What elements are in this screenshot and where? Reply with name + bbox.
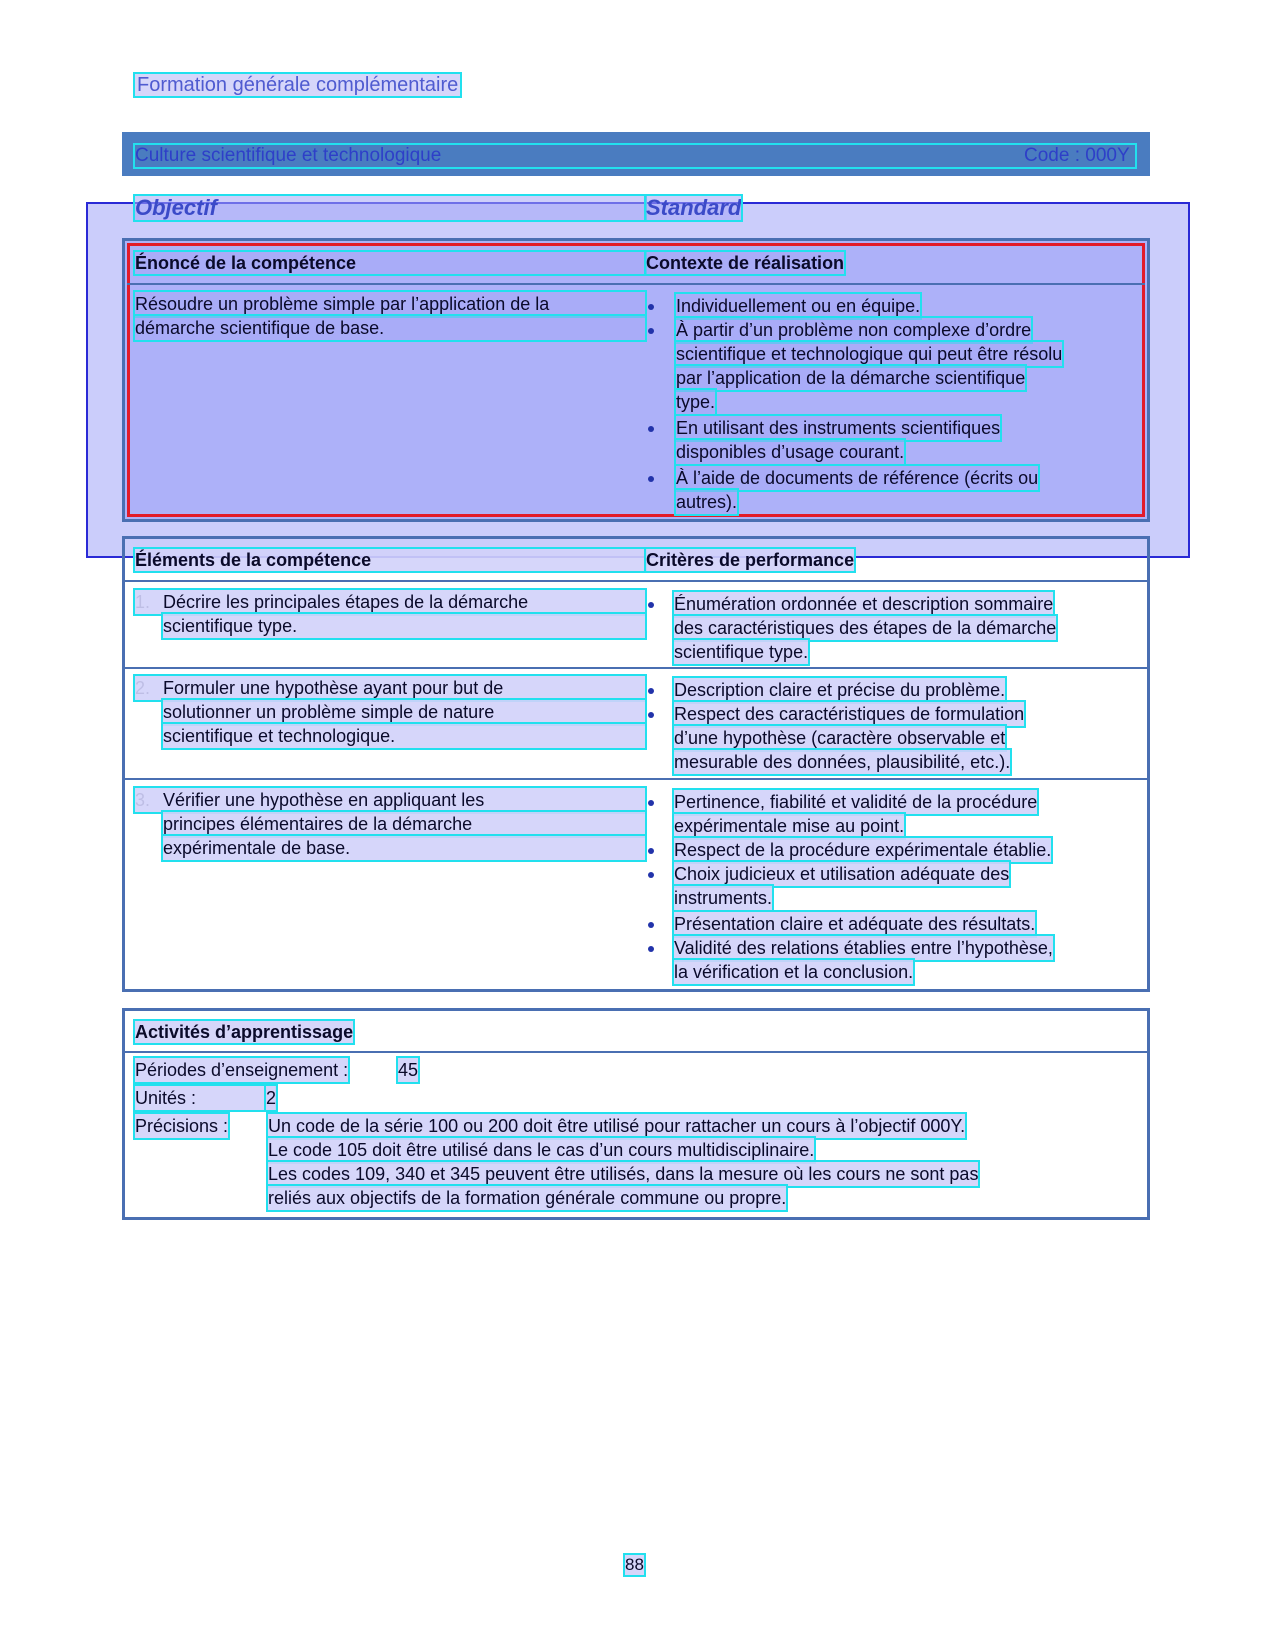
bullet-icon <box>648 872 654 878</box>
bullet-icon <box>648 922 654 928</box>
criteria-line: Respect de la procédure expérimentale établie. <box>674 840 1052 860</box>
criteria-line: Énumération ordonnée et description sommaire <box>674 594 1054 614</box>
criteria-line: d’une hypothèse (caractère observable et <box>674 728 1006 748</box>
bullet-icon <box>648 602 654 608</box>
criteria-line: scientifique type. <box>674 642 809 662</box>
criteria-line: Description claire et précise du problème. <box>674 680 1006 700</box>
statement-line: Résoudre un problème simple par l’application de la <box>135 292 645 316</box>
activities-heading: Activités d’apprentissage <box>135 1022 354 1042</box>
criteria-line: Pertinence, fiabilité et validité de la procédure <box>674 792 1038 812</box>
precision-line: Les codes 109, 340 et 345 peuvent être utilisés, dans la mesure où les cours ne sont pas <box>268 1164 979 1184</box>
bullet-icon <box>648 328 654 334</box>
element-line: Vérifier une hypothèse en appliquant les <box>135 788 645 812</box>
criteria-line: instruments. <box>674 888 773 908</box>
context-line: Individuellement ou en équipe. <box>676 296 921 316</box>
criteria-line: Respect des caractéristiques de formulation <box>674 704 1025 724</box>
activities-divider <box>125 1051 1147 1053</box>
row-divider <box>125 778 1147 780</box>
element-line: scientifique et technologique. <box>163 724 645 748</box>
statement-line: démarche scientifique de base. <box>135 316 645 340</box>
standard-heading: Standard <box>646 195 742 220</box>
units-value: 2 <box>266 1088 277 1108</box>
statement-heading: Énoncé de la compétence <box>135 252 645 274</box>
course-title: Culture scientifique et technologique <box>135 145 1135 167</box>
bullet-icon <box>648 712 654 718</box>
precision-line: reliés aux objectifs de la formation générale commune ou propre. <box>268 1188 787 1208</box>
criteria-line: mesurable des données, plausibilité, etc.). <box>674 752 1011 772</box>
element-line: Décrire les principales étapes de la démarche <box>135 590 645 614</box>
criteria-line: des caractéristiques des étapes de la démarche <box>674 618 1057 638</box>
context-line: par l’application de la démarche scientifique <box>676 368 1026 388</box>
context-line: scientifique et technologique qui peut être résolu <box>676 344 1063 364</box>
elements-divider <box>125 580 1147 582</box>
element-line: principes élémentaires de la démarche <box>163 812 645 836</box>
criteria-line: Validité des relations établies entre l’hypothèse, <box>674 938 1053 958</box>
context-heading: Contexte de réalisation <box>646 253 845 273</box>
units-label: Unités : <box>135 1086 275 1110</box>
precision-line: Un code de la série 100 ou 200 doit être utilisé pour rattacher un cours à l’objectif 000Y. <box>268 1116 966 1136</box>
element-line: expérimentale de base. <box>163 836 645 860</box>
criteria-line: la vérification et la conclusion. <box>674 962 914 982</box>
row-divider <box>125 667 1147 669</box>
elements-heading: Éléments de la compétence <box>135 549 645 571</box>
bullet-icon <box>648 946 654 952</box>
precision-line: Le code 105 doit être utilisé dans le cas d’un cours multidisciplinaire. <box>268 1140 815 1160</box>
periods-value: 45 <box>398 1060 419 1080</box>
element-line: solutionner un problème simple de nature <box>163 700 645 724</box>
bullet-icon <box>648 688 654 694</box>
context-line: En utilisant des instruments scientifiques <box>676 418 1001 438</box>
bullet-icon <box>648 848 654 854</box>
criteria-line: Choix judicieux et utilisation adéquate des <box>674 864 1010 884</box>
element-line: scientifique type. <box>163 614 645 638</box>
objective-heading: Objectif <box>135 196 645 220</box>
context-line: À partir d’un problème non complexe d’ordre <box>676 320 1032 340</box>
context-line: disponibles d’usage courant. <box>676 442 905 462</box>
bullet-icon <box>648 426 654 432</box>
competence-divider <box>127 283 1145 285</box>
bullet-icon <box>648 800 654 806</box>
bullet-icon <box>648 476 654 482</box>
criteria-line: expérimentale mise au point. <box>674 816 905 836</box>
criteria-heading: Critères de performance <box>646 550 855 570</box>
periods-label: Périodes d’enseignement : <box>135 1060 349 1080</box>
element-line: Formuler une hypothèse ayant pour but de <box>135 676 645 700</box>
section-title: Formation générale complémentaire <box>137 74 459 96</box>
precisions-label: Précisions : <box>135 1116 229 1136</box>
page-number: 88 <box>625 1555 644 1574</box>
bullet-icon <box>648 304 654 310</box>
context-line: autres). <box>676 492 738 512</box>
criteria-line: Présentation claire et adéquate des résultats. <box>674 914 1036 934</box>
context-line: type. <box>676 392 716 412</box>
course-code: Code : 000Y <box>1024 145 1130 166</box>
context-line: À l’aide de documents de référence (écrits ou <box>676 468 1039 488</box>
